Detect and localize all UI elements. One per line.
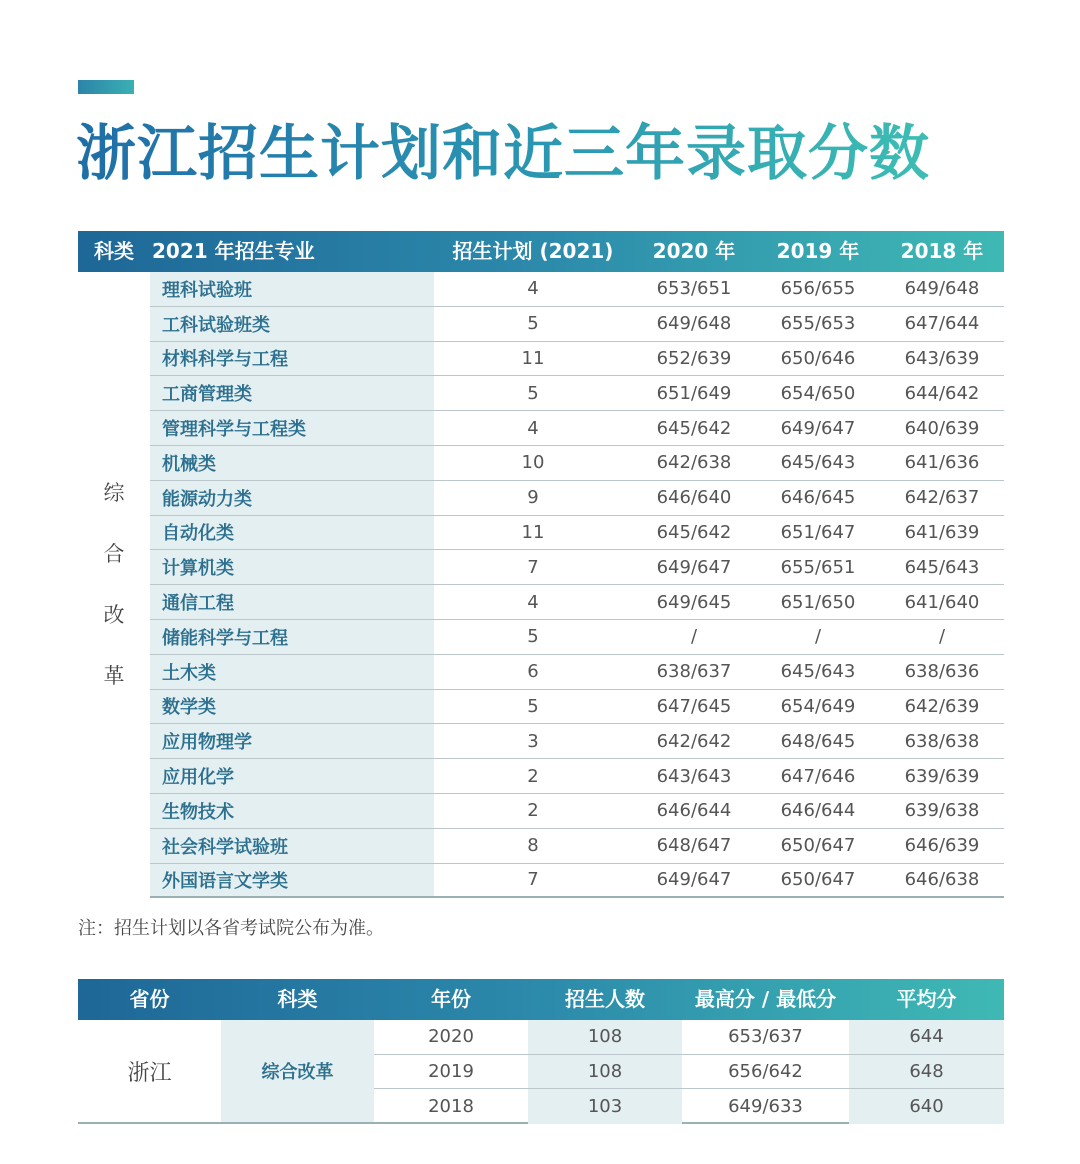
- header-score-range: 最高分 / 最低分: [694, 987, 837, 1011]
- score-2020-cell: 648/647: [656, 835, 732, 857]
- score-2020-cell: 645/642: [656, 521, 732, 543]
- score-2018-cell: 638/636: [904, 661, 980, 683]
- summary-row: [374, 1055, 1004, 1090]
- major-cell: 外国语言文学类: [150, 864, 434, 897]
- plan-cell: 9: [527, 487, 539, 509]
- province-cell: 浙江: [127, 1060, 172, 1086]
- major-cell: 社会科学试验班: [150, 829, 434, 863]
- score-2020-cell: 646/640: [656, 487, 732, 509]
- table-row: [150, 794, 1004, 829]
- score-2020-cell: 645/642: [656, 417, 732, 439]
- score-2018-cell: 641/639: [904, 521, 980, 543]
- score-2019-cell: /: [814, 626, 822, 648]
- count-cell: 108: [528, 1055, 682, 1089]
- summary-table: [78, 979, 1004, 1124]
- score-2019-cell: 646/645: [780, 487, 856, 509]
- major-cell: 数学类: [150, 690, 434, 724]
- score-2019-cell: 650/646: [780, 347, 856, 369]
- header-year: 年份: [431, 987, 471, 1011]
- plan-cell: 2: [527, 765, 539, 787]
- major-cell: 工商管理类: [150, 376, 434, 410]
- major-cell: 能源动力类: [150, 481, 434, 515]
- table-body: [78, 272, 1004, 898]
- score-2018-cell: 644/642: [904, 382, 980, 404]
- header-2019: 2019 年: [776, 239, 860, 263]
- score-2019-cell: 645/643: [780, 661, 856, 683]
- plan-cell: 7: [527, 869, 539, 891]
- major-cell: 管理科学与工程类: [150, 411, 434, 445]
- score-2018-cell: 638/638: [904, 730, 980, 752]
- score-2018-cell: 646/639: [904, 835, 980, 857]
- score-2019-cell: 645/643: [780, 452, 856, 474]
- count-cell: 108: [528, 1020, 682, 1054]
- table-row: [150, 307, 1004, 342]
- score-2020-cell: 649/647: [656, 556, 732, 578]
- score-2020-cell: 646/644: [656, 800, 732, 822]
- score-2020-cell: 642/642: [656, 730, 732, 752]
- table-row: [150, 829, 1004, 864]
- year-cell: 2019: [428, 1060, 474, 1082]
- year-cell: 2018: [428, 1096, 474, 1118]
- plan-cell: 5: [527, 382, 539, 404]
- summary-row: [374, 1020, 1004, 1055]
- score-2020-cell: 653/651: [656, 278, 732, 300]
- plan-cell: 4: [527, 278, 539, 300]
- table-row: [150, 655, 1004, 690]
- score-2018-cell: 649/648: [904, 278, 980, 300]
- table-rows: [150, 272, 1004, 898]
- score-2020-cell: 643/643: [656, 765, 732, 787]
- score-2018-cell: 646/638: [904, 869, 980, 891]
- major-cell: 土木类: [150, 655, 434, 689]
- plan-cell: 11: [521, 521, 545, 543]
- score-2020-cell: 642/638: [656, 452, 732, 474]
- score-2018-cell: /: [938, 626, 946, 648]
- plan-cell: 4: [527, 417, 539, 439]
- plan-cell: 5: [527, 695, 539, 717]
- header-2020: 2020 年: [652, 239, 736, 263]
- summary-row: [374, 1089, 1004, 1124]
- score-2018-cell: 639/639: [904, 765, 980, 787]
- summary-header: [78, 979, 1004, 1020]
- score-2018-cell: 639/638: [904, 800, 980, 822]
- title-accent-bar: [78, 80, 134, 94]
- table-row: [150, 481, 1004, 516]
- table-row: [150, 690, 1004, 725]
- score-2018-cell: 647/644: [904, 313, 980, 335]
- major-cell: 工科试验班类: [150, 307, 434, 341]
- category-cell: 综合改革: [221, 1020, 374, 1122]
- table-row: [150, 620, 1004, 655]
- score-2019-cell: 654/650: [780, 382, 856, 404]
- score-2018-cell: 645/643: [904, 556, 980, 578]
- header-province: 省份: [129, 987, 170, 1011]
- category-char: 革: [103, 664, 125, 688]
- table-row: [150, 759, 1004, 794]
- table-row: [150, 272, 1004, 307]
- summary-rows: [374, 1020, 1004, 1122]
- major-cell: 计算机类: [150, 550, 434, 584]
- table-row: [150, 585, 1004, 620]
- plan-cell: 11: [521, 347, 545, 369]
- plan-cell: 7: [527, 556, 539, 578]
- year-cell: 2020: [428, 1026, 474, 1048]
- major-cell: 通信工程: [150, 585, 434, 619]
- table-row: [150, 342, 1004, 377]
- score-2019-cell: 647/646: [780, 765, 856, 787]
- score-2018-cell: 642/639: [904, 695, 980, 717]
- header-2018: 2018 年: [900, 239, 984, 263]
- header-major: 2021 年招生专业: [152, 239, 315, 263]
- score-2020-cell: 651/649: [656, 382, 732, 404]
- major-cell: 应用物理学: [150, 724, 434, 758]
- score-2019-cell: 646/644: [780, 800, 856, 822]
- score-2019-cell: 650/647: [780, 869, 856, 891]
- header-count: 招生人数: [565, 987, 645, 1011]
- score-2018-cell: 643/639: [904, 347, 980, 369]
- score-2019-cell: 654/649: [780, 695, 856, 717]
- plan-cell: 8: [527, 835, 539, 857]
- header-category: 科类: [277, 987, 318, 1011]
- category-char: 改: [103, 603, 125, 627]
- score-2019-cell: 655/653: [780, 313, 856, 335]
- plan-cell: 5: [527, 626, 539, 648]
- plan-cell: 4: [527, 591, 539, 613]
- plan-cell: 6: [527, 661, 539, 683]
- score-2018-cell: 641/640: [904, 591, 980, 613]
- header-average: 平均分: [896, 987, 957, 1011]
- score-2018-cell: 641/636: [904, 452, 980, 474]
- score-2019-cell: 649/647: [780, 417, 856, 439]
- score-2018-cell: 640/639: [904, 417, 980, 439]
- average-cell: 644: [849, 1020, 1004, 1054]
- score-2019-cell: 648/645: [780, 730, 856, 752]
- score-2020-cell: 649/648: [656, 313, 732, 335]
- category-cell: [78, 272, 150, 898]
- table-row: [150, 550, 1004, 585]
- plan-cell: 3: [527, 730, 539, 752]
- score-2019-cell: 655/651: [780, 556, 856, 578]
- major-cell: 应用化学: [150, 759, 434, 793]
- table-row: [150, 446, 1004, 481]
- plan-cell: 5: [527, 313, 539, 335]
- category-char: 综: [103, 481, 125, 505]
- average-cell: 640: [849, 1089, 1004, 1124]
- summary-body: [78, 1020, 1004, 1124]
- major-cell: 生物技术: [150, 794, 434, 828]
- major-cell: 储能科学与工程: [150, 620, 434, 654]
- major-cell: 机械类: [150, 446, 434, 480]
- category-char: 合: [103, 542, 125, 566]
- major-cell: 理科试验班: [150, 272, 434, 306]
- count-cell: 103: [528, 1089, 682, 1124]
- table-row: [150, 411, 1004, 446]
- table-header: [78, 231, 1004, 272]
- table-row: [150, 724, 1004, 759]
- major-cell: 自动化类: [150, 516, 434, 550]
- score-2019-cell: 656/655: [780, 278, 856, 300]
- header-category: 科类: [94, 239, 134, 263]
- score-2020-cell: 652/639: [656, 347, 732, 369]
- header-plan: 招生计划 (2021): [452, 239, 614, 263]
- table-row: [150, 864, 1004, 899]
- table-row: [150, 516, 1004, 551]
- score-2020-cell: 638/637: [656, 661, 732, 683]
- score-2019-cell: 651/647: [780, 521, 856, 543]
- page-title: 浙江招生计划和近三年录取分数: [76, 112, 930, 196]
- plan-cell: 2: [527, 800, 539, 822]
- score-2019-cell: 650/647: [780, 835, 856, 857]
- major-cell: 材料科学与工程: [150, 342, 434, 376]
- score-2020-cell: 649/645: [656, 591, 732, 613]
- score-2020-cell: /: [690, 626, 698, 648]
- admission-plan-table: [78, 231, 1004, 898]
- plan-cell: 10: [521, 452, 545, 474]
- score-range-cell: 656/642: [728, 1060, 803, 1082]
- score-2020-cell: 647/645: [656, 695, 732, 717]
- score-2020-cell: 649/647: [656, 869, 732, 891]
- table-row: [150, 376, 1004, 411]
- score-2018-cell: 642/637: [904, 487, 980, 509]
- score-2019-cell: 651/650: [780, 591, 856, 613]
- score-range-cell: 653/637: [728, 1026, 803, 1048]
- score-range-cell: 649/633: [728, 1096, 803, 1118]
- footnote: 注：招生计划以各省考试院公布为准。: [78, 918, 384, 939]
- average-cell: 648: [849, 1055, 1004, 1089]
